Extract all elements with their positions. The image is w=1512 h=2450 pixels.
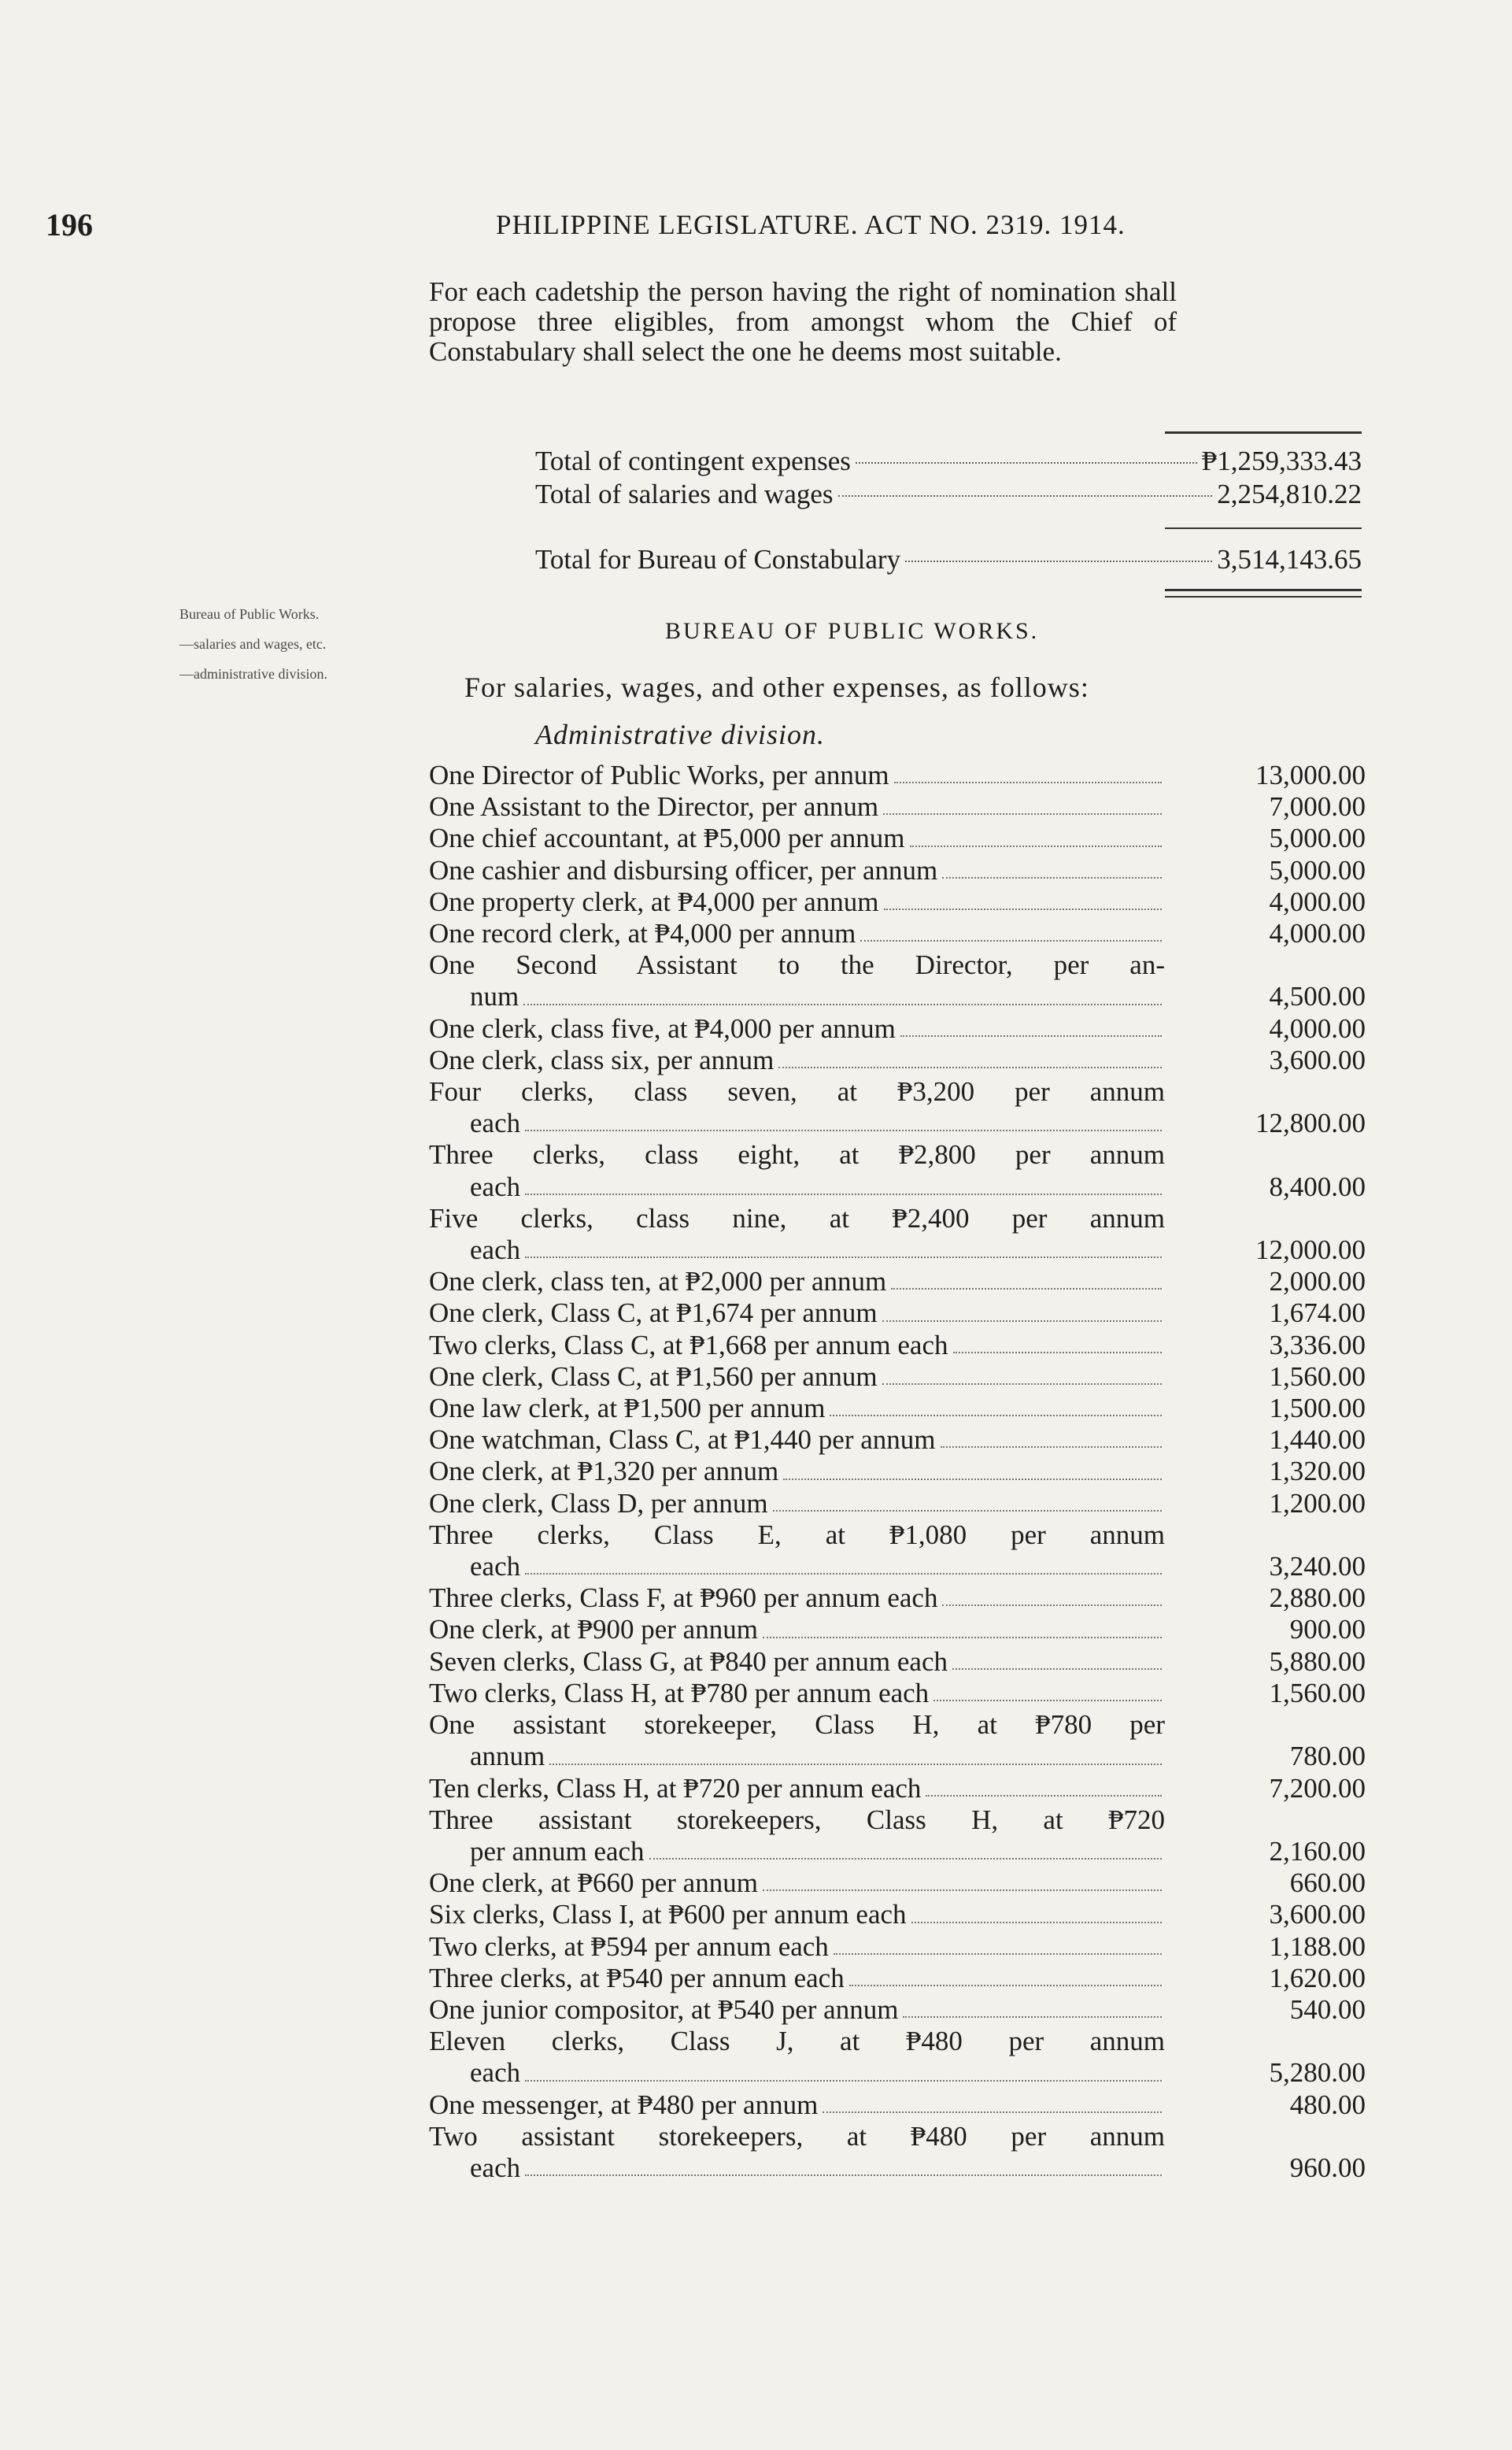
line-item-amount: 12,800.00: [1255, 1108, 1366, 1139]
line-item-amount: 3,600.00: [1269, 1899, 1366, 1930]
line-item: [429, 1013, 1366, 1045]
line-item: [429, 1488, 1366, 1519]
line-item: [429, 855, 1366, 886]
line-item: [429, 918, 1366, 949]
line-item-amount: 480.00: [1289, 2089, 1366, 2120]
line-item-amount: 900.00: [1289, 1614, 1366, 1645]
line-item-amount: 8,400.00: [1269, 1171, 1366, 1202]
line-item: [429, 1297, 1366, 1329]
line-item-amount: 5,000.00: [1269, 823, 1366, 854]
leader-dots: [778, 1067, 1162, 1068]
line-item-text: One cashier and disbursing officer, per annum: [429, 854, 938, 886]
line-item-description: [429, 1330, 1165, 1361]
line-item-description: [429, 1931, 1165, 1963]
totals-double-rule-top: [1165, 589, 1362, 591]
leader-dots: [942, 877, 1162, 879]
line-item-amount: 1,500.00: [1269, 1393, 1366, 1424]
line-item-continuation: [429, 1836, 1165, 1867]
line-item-amount: 4,000.00: [1269, 886, 1366, 917]
leader-dots: [823, 2111, 1162, 2113]
leader-dots: [903, 2016, 1162, 2018]
margin-note-administrative: —administrative division.: [179, 666, 327, 682]
leader-dots: [860, 940, 1162, 942]
total-amount: 3,514,143.65: [1217, 544, 1362, 575]
leader-dots: [911, 1922, 1162, 1923]
line-item-amount: 1,560.00: [1269, 1360, 1366, 1392]
line-item-text: One clerk, Class C, at ₱1,674 per annum: [429, 1297, 878, 1329]
line-item-text: Three assistant storekeepers, Class H, at ₱720: [429, 1804, 1165, 1835]
line-item-text: One clerk, Class C, at ₱1,560 per annum: [429, 1360, 878, 1392]
line-item-amount: 4,000.00: [1269, 1012, 1366, 1044]
leader-dots: [882, 1320, 1162, 1322]
leader-dots: [926, 1795, 1162, 1797]
line-item-text: One clerk, at ₱1,320 per annum: [429, 1456, 779, 1487]
line-item-continuation: [429, 981, 1165, 1012]
leader-dots: [883, 813, 1162, 815]
line-item-amount: 4,000.00: [1269, 918, 1366, 949]
line-item-text: One chief accountant, at ₱5,000 per annum: [429, 823, 905, 854]
line-item-text: One assistant storekeeper, Class H, at ₱780 per: [429, 1709, 1165, 1741]
line-item-text-continued: each: [470, 1551, 521, 1582]
line-item-description: [429, 1582, 1165, 1614]
line-item-description: [429, 1994, 1165, 2026]
total-amount: ₱1,259,333.43: [1201, 446, 1362, 476]
line-item: [429, 1361, 1366, 1393]
line-item-continuation: [429, 2057, 1165, 2089]
line-item-text-continued: each: [470, 2057, 521, 2089]
line-item: [429, 1614, 1366, 1645]
leader-dots: [525, 2080, 1162, 2082]
line-item-continuation: [429, 1108, 1165, 1139]
line-item-description: [429, 1709, 1165, 1772]
line-item: [429, 1266, 1366, 1297]
line-item-text-continued: annum: [470, 1741, 545, 1772]
totals-mid-rule: [1165, 527, 1362, 529]
line-item-text-continued: each: [470, 1108, 521, 1139]
line-item: [429, 1456, 1366, 1487]
line-item-amount: 7,200.00: [1269, 1772, 1366, 1804]
leader-dots: [953, 1352, 1163, 1353]
totals-top-rule: [1165, 431, 1362, 434]
line-item-amount: 1,440.00: [1269, 1424, 1366, 1456]
line-item-description: [429, 1203, 1165, 1266]
running-header: PHILIPPINE LEGISLATURE. ACT NO. 2319. 1914.: [496, 209, 1126, 240]
line-item-amount: 1,560.00: [1269, 1677, 1366, 1708]
line-item-continuation: [429, 1741, 1165, 1772]
line-item-text: Six clerks, Class I, at ₱600 per annum each: [429, 1899, 907, 1930]
line-item-continuation: [429, 2152, 1165, 2184]
line-item-text: Two clerks, Class H, at ₱780 per annum each: [429, 1677, 930, 1708]
line-item-text: One record clerk, at ₱4,000 per annum: [429, 918, 856, 949]
line-item-description: [429, 918, 1165, 949]
line-item-amount: 1,320.00: [1269, 1456, 1366, 1487]
total-bureau-of-constabulary: [535, 543, 1362, 576]
line-item-text: Seven clerks, Class G, at ₱840 per annum each: [429, 1645, 948, 1677]
line-item-amount: 3,240.00: [1269, 1551, 1366, 1582]
line-item-text: Two assistant storekeepers, at ₱480 per annum: [429, 2120, 1165, 2152]
line-item-description: [429, 1424, 1165, 1456]
line-item-description: [429, 1678, 1165, 1709]
line-item: [429, 2121, 1366, 2184]
line-item-description: [429, 791, 1165, 823]
line-item: [429, 1773, 1366, 1804]
line-item-description: [429, 1899, 1165, 1930]
line-item: [429, 1646, 1366, 1678]
line-item-text: One clerk, Class D, per annum: [429, 1487, 768, 1519]
line-item-text: One clerk, class six, per annum: [429, 1044, 774, 1075]
line-item-text: Five clerks, class nine, at ₱2,400 per annum: [429, 1202, 1165, 1234]
line-item-text: One Assistant to the Director, per annum: [429, 791, 879, 823]
leader-dots: [525, 1256, 1162, 1258]
leader-dots: [900, 1035, 1162, 1037]
margin-note-salaries: —salaries and wages, etc.: [179, 636, 327, 652]
line-item-text-continued: each: [470, 2152, 521, 2183]
line-item: [429, 1994, 1366, 2026]
line-item-description: [429, 1804, 1165, 1867]
line-item: [429, 2026, 1366, 2089]
line-item-amount: 780.00: [1289, 1741, 1366, 1772]
section-title: BUREAU OF PUBLIC WORKS.: [665, 618, 1040, 644]
line-item-description: [429, 1266, 1165, 1297]
line-item-text-continued: per annum each: [470, 1835, 645, 1867]
line-item: [429, 1203, 1366, 1266]
line-item-amount: 960.00: [1289, 2152, 1366, 2183]
leader-dots: [952, 1668, 1162, 1670]
line-item-description: [429, 1867, 1165, 1899]
margin-note-bureau: Bureau of Public Works.: [179, 606, 320, 622]
line-item: [429, 1393, 1366, 1424]
line-item-text: Three clerks, at ₱540 per annum each: [429, 1962, 845, 1993]
line-item: [429, 1582, 1366, 1614]
leader-dots: [523, 1004, 1162, 1005]
line-item-description: [429, 1614, 1165, 1645]
line-item-description: [429, 2089, 1165, 2121]
leader-dots: [910, 846, 1162, 847]
line-item: [429, 1045, 1366, 1076]
line-item-description: [429, 823, 1165, 854]
appropriation-items: [429, 760, 1366, 2184]
leader-dots: [933, 1700, 1162, 1701]
leader-dots: [905, 561, 1212, 562]
line-item: [429, 791, 1366, 823]
line-item-amount: 2,160.00: [1269, 1835, 1366, 1867]
leader-dots: [942, 1604, 1162, 1606]
line-item-text: One clerk, class five, at ₱4,000 per annum: [429, 1012, 896, 1044]
line-item: [429, 1330, 1366, 1361]
line-item-amount: 13,000.00: [1255, 760, 1366, 790]
line-item-continuation: [429, 1551, 1165, 1582]
line-item-text: One clerk, at ₱660 per annum: [429, 1867, 758, 1899]
line-item-amount: 3,600.00: [1269, 1044, 1366, 1075]
line-item-text: One junior compositor, at ₱540 per annum: [429, 1993, 899, 2025]
line-item-description: [429, 886, 1165, 918]
line-item-description: [429, 1488, 1165, 1519]
leader-dots: [525, 2174, 1162, 2176]
line-item-text: One watchman, Class C, at ₱1,440 per annum: [429, 1424, 936, 1456]
line-item: [429, 1931, 1366, 1963]
leader-dots: [894, 782, 1162, 783]
line-item: [429, 886, 1366, 918]
line-item-text: Two clerks, Class C, at ₱1,668 per annum each: [429, 1329, 948, 1360]
line-item: [429, 760, 1366, 791]
line-item-amount: 540.00: [1289, 1993, 1366, 2025]
total-label: Total of salaries and wages: [535, 479, 834, 509]
line-item-amount: 1,674.00: [1269, 1297, 1366, 1329]
line-item-text: Three clerks, Class E, at ₱1,080 per annum: [429, 1519, 1165, 1550]
line-item-amount: 5,280.00: [1269, 2057, 1366, 2089]
line-item: [429, 823, 1366, 854]
line-item-text: Four clerks, class seven, at ₱3,200 per annum: [429, 1076, 1165, 1108]
line-item-amount: 12,000.00: [1255, 1234, 1366, 1266]
line-item-text: Ten clerks, Class H, at ₱720 per annum each: [429, 1772, 922, 1804]
line-item-description: [429, 1076, 1165, 1139]
line-item-description: [429, 1393, 1165, 1424]
line-item-text: One clerk, at ₱900 per annum: [429, 1614, 758, 1645]
leader-dots: [549, 1763, 1162, 1765]
line-item-text: One law clerk, at ₱1,500 per annum: [429, 1393, 826, 1424]
line-item-description: [429, 2121, 1165, 2184]
line-item-description: [429, 760, 1165, 791]
line-item-amount: 7,000.00: [1269, 791, 1366, 823]
line-item-amount: 5,000.00: [1269, 854, 1366, 886]
total-salaries-and-wages: [535, 478, 1362, 511]
totals-double-rule-bottom: [1165, 596, 1362, 598]
total-label: Total for Bureau of Constabulary: [535, 544, 901, 575]
line-item: [429, 1709, 1366, 1772]
line-item-text: Eleven clerks, Class J, at ₱480 per annum: [429, 2026, 1165, 2057]
line-item-text: Three clerks, Class F, at ₱960 per annum each: [429, 1582, 938, 1614]
leader-dots: [882, 1383, 1162, 1385]
leader-dots: [649, 1858, 1162, 1860]
line-item-text: Two clerks, at ₱594 per annum each: [429, 1930, 829, 1962]
line-item-text: One property clerk, at ₱4,000 per annum: [429, 886, 879, 917]
line-item: [429, 1804, 1366, 1867]
line-item-continuation: [429, 1171, 1165, 1203]
leader-dots: [830, 1415, 1162, 1416]
line-item-description: [429, 1361, 1165, 1393]
line-item-text-continued: num: [470, 981, 519, 1012]
line-item: [429, 1519, 1366, 1582]
line-item-description: [429, 1519, 1165, 1582]
total-amount: 2,254,810.22: [1217, 479, 1362, 509]
line-item-description: [429, 1963, 1165, 1994]
leader-dots: [856, 462, 1197, 464]
line-item: [429, 1424, 1366, 1456]
total-contingent-expenses: [535, 445, 1362, 478]
line-item-description: [429, 1646, 1165, 1678]
line-item-text: Three clerks, class eight, at ₱2,800 per annum: [429, 1139, 1165, 1171]
line-item-description: [429, 1773, 1165, 1804]
line-item-amount: 1,200.00: [1269, 1487, 1366, 1519]
section-lead: For salaries, wages, and other expenses, as follows:: [464, 672, 1089, 703]
line-item-amount: 5,880.00: [1269, 1645, 1366, 1677]
section-subheading: Administrative division.: [535, 719, 825, 750]
line-item: [429, 1678, 1366, 1709]
line-item: [429, 1139, 1366, 1202]
line-item-description: [429, 1297, 1165, 1329]
line-item-description: [429, 1139, 1165, 1202]
leader-dots: [525, 1130, 1162, 1131]
total-label: Total of contingent expenses: [535, 446, 851, 476]
line-item: [429, 1963, 1366, 1994]
line-item-amount: 1,188.00: [1269, 1930, 1366, 1962]
line-item-amount: 4,500.00: [1269, 981, 1366, 1012]
leader-dots: [834, 1953, 1162, 1955]
line-item-text-continued: each: [470, 1234, 521, 1266]
line-item-description: [429, 855, 1165, 886]
line-item-text-continued: each: [470, 1171, 521, 1202]
line-item-amount: 2,880.00: [1269, 1582, 1366, 1614]
line-item-text: One Director of Public Works, per annum: [429, 760, 889, 790]
line-item-amount: 3,336.00: [1269, 1329, 1366, 1360]
line-item: [429, 1899, 1366, 1930]
leader-dots: [849, 1985, 1162, 1986]
leader-dots: [763, 1637, 1162, 1638]
line-item-text: One clerk, class ten, at ₱2,000 per annum: [429, 1266, 887, 1297]
line-item-description: [429, 1013, 1165, 1045]
line-item-description: [429, 1045, 1165, 1076]
line-item-description: [429, 2026, 1165, 2089]
line-item-amount: 2,000.00: [1269, 1266, 1366, 1297]
leader-dots: [783, 1479, 1162, 1480]
margin-notes: [179, 606, 431, 696]
leader-dots: [773, 1510, 1162, 1512]
leader-dots: [763, 1889, 1162, 1891]
leader-dots: [838, 495, 1213, 497]
leader-dots: [941, 1446, 1162, 1448]
line-item: [429, 1076, 1366, 1139]
line-item: [429, 2089, 1366, 2121]
leader-dots: [884, 909, 1162, 910]
leader-dots: [891, 1288, 1162, 1290]
line-item-continuation: [429, 1234, 1165, 1266]
page-number: 196: [46, 207, 93, 242]
line-item: [429, 949, 1366, 1012]
line-item-amount: 1,620.00: [1269, 1962, 1366, 1993]
line-item-amount: 660.00: [1289, 1867, 1366, 1899]
line-item-description: [429, 949, 1165, 1012]
leader-dots: [525, 1194, 1162, 1195]
line-item-text: One Second Assistant to the Director, per an-: [429, 949, 1165, 981]
line-item: [429, 1867, 1366, 1899]
leader-dots: [525, 1573, 1162, 1575]
line-item-description: [429, 1456, 1165, 1487]
line-item-text: One messenger, at ₱480 per annum: [429, 2089, 819, 2120]
intro-paragraph: For each cadetship the person having the right of nomination shall propose three eligibles, from amongst whom the Chief of Constabulary shall select the one he deems most suitable.: [429, 276, 1177, 367]
